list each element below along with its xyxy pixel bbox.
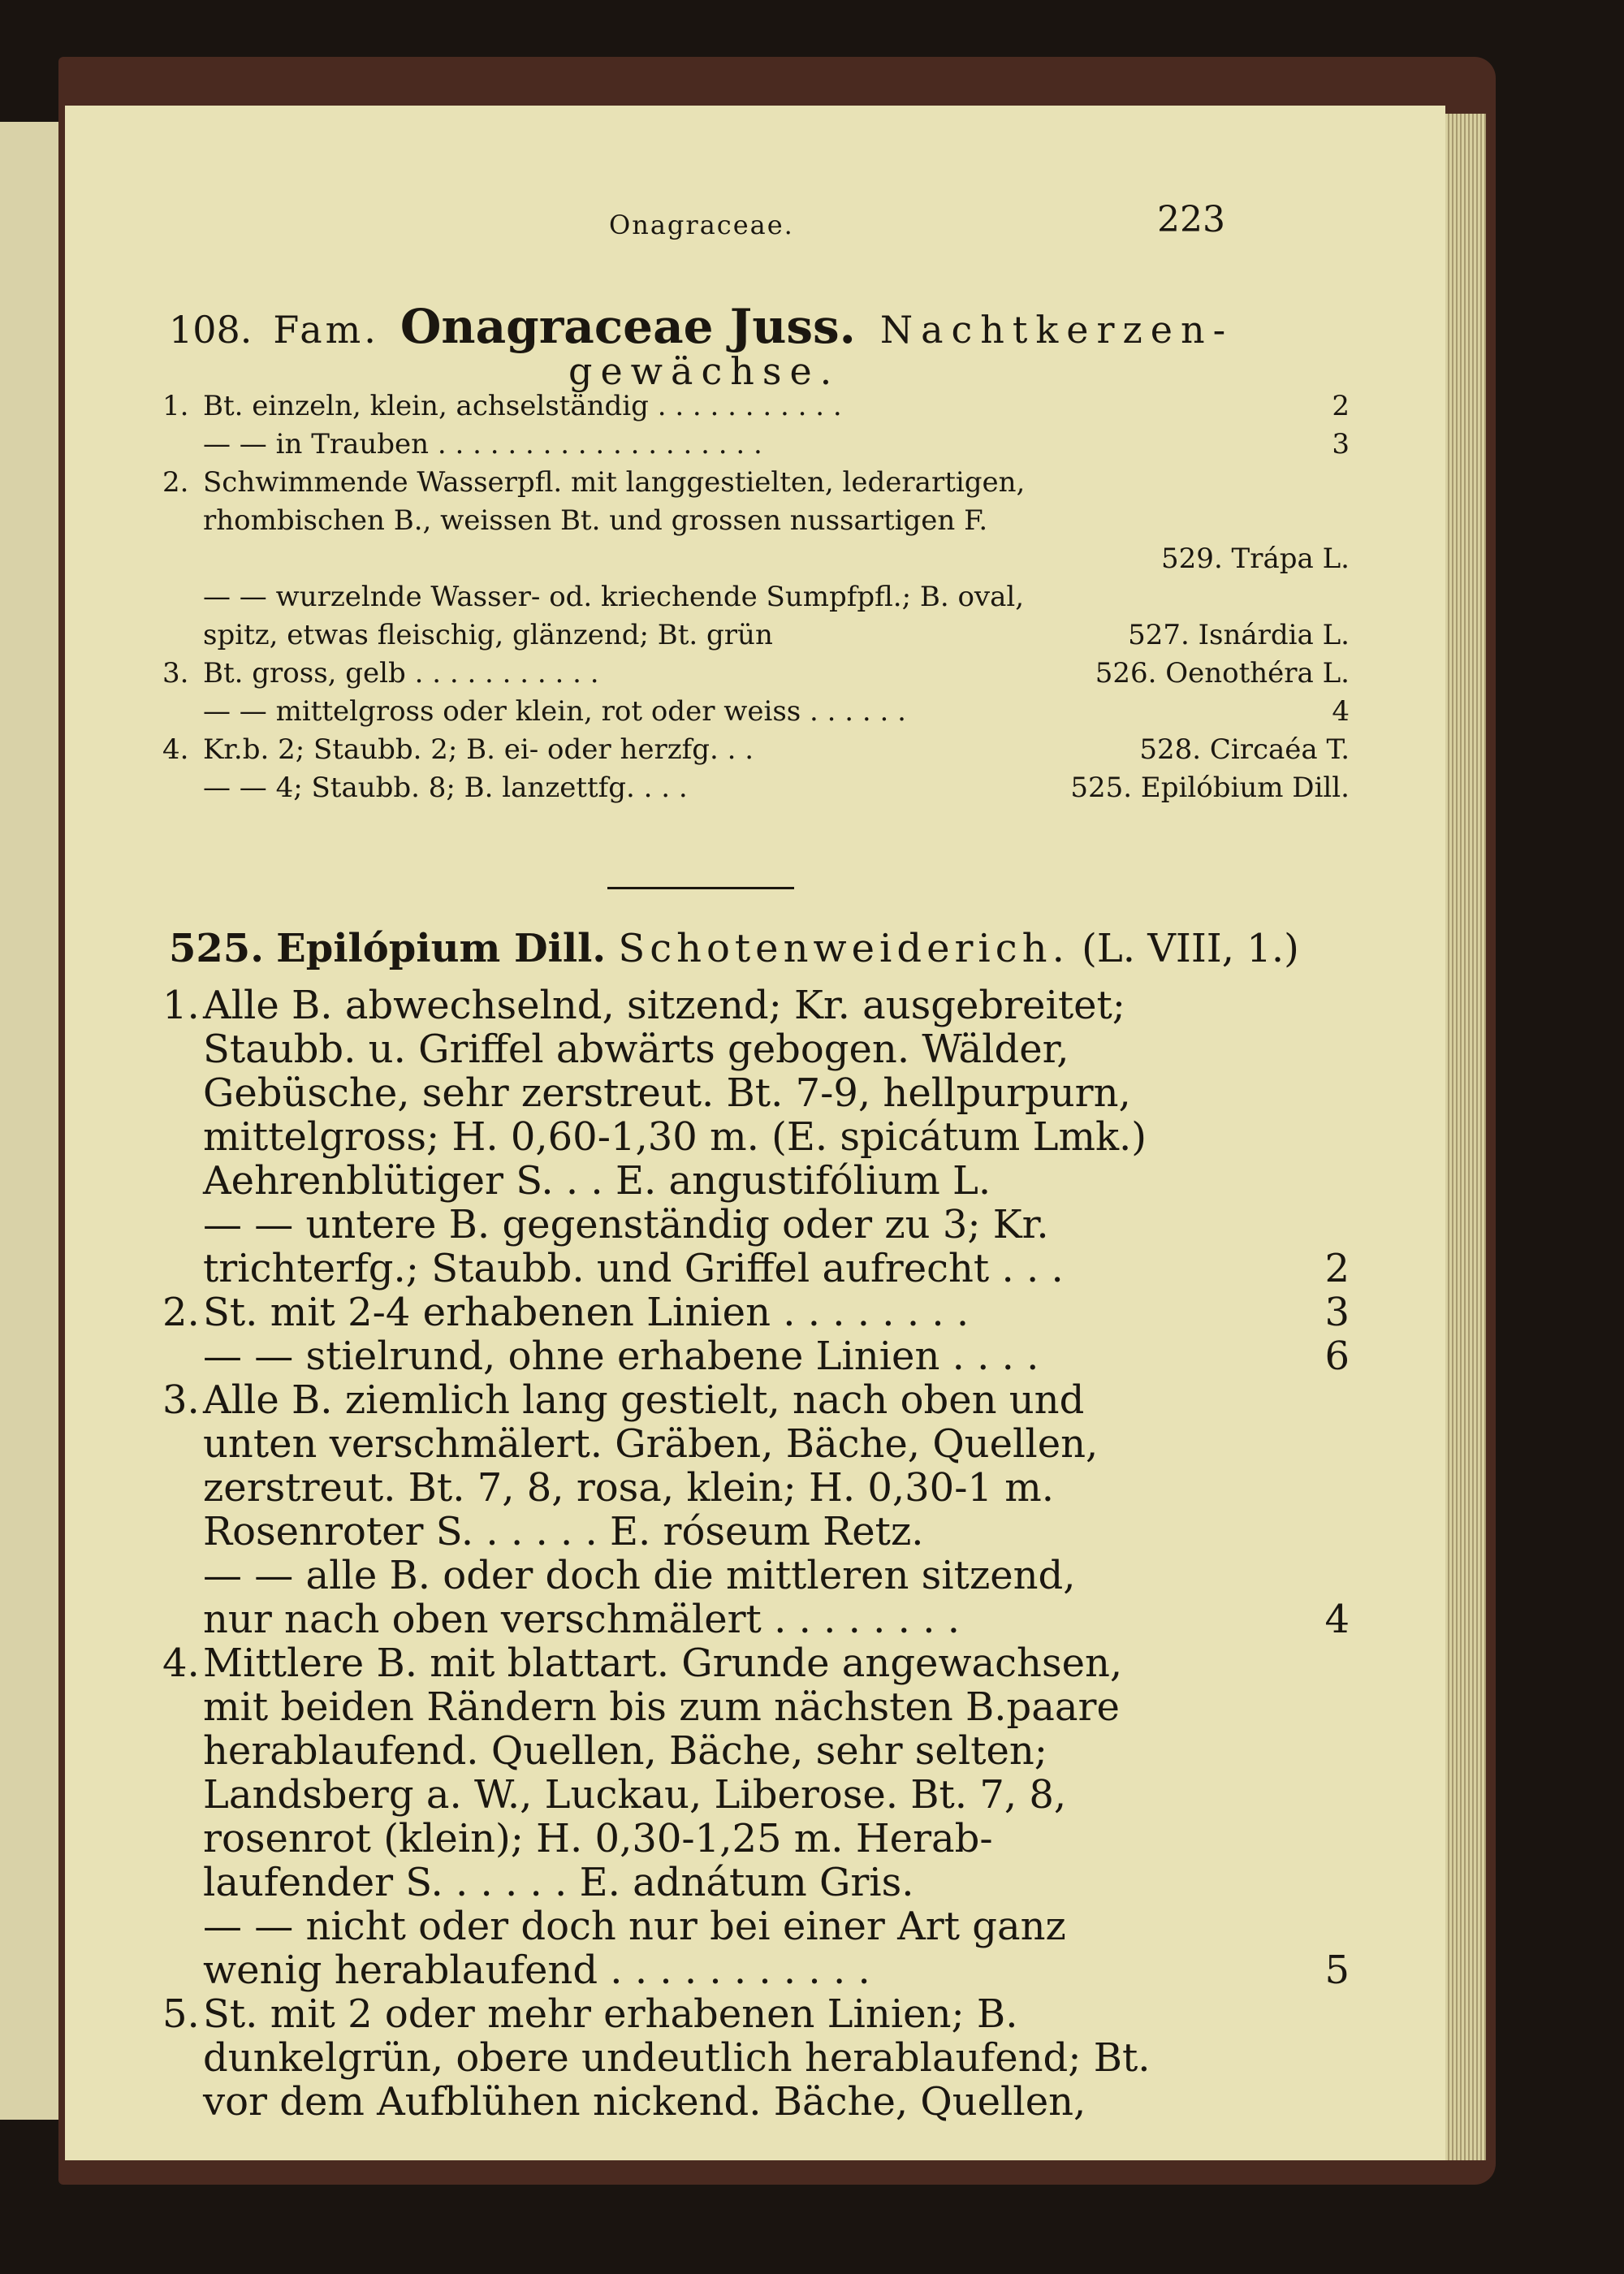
key-lead: 525. Epilóbium Dill. xyxy=(1070,772,1350,804)
key-line xyxy=(162,1334,1039,1379)
key-lead: 5 xyxy=(1324,1948,1350,1993)
key-text: dunkelgrün, obere undeutlich herablaufend; Bt. xyxy=(203,2035,1151,2081)
key-line xyxy=(162,1465,1054,1511)
key-line xyxy=(162,504,987,537)
key-text: Staubb. u. Griffel abwärts gebogen. Wälder, xyxy=(203,1027,1069,1072)
key-text: mittelgross; H. 0,60-1,30 m. (E. spicátum Lmk.) xyxy=(203,1114,1147,1160)
key-line xyxy=(162,466,1025,499)
book-page xyxy=(65,106,1445,2160)
key-text: — — in Trauben . . . . . . . . . . . . . . . . . . . xyxy=(203,428,762,460)
key-line xyxy=(162,1860,914,1905)
key-lead: 529. Trápa L. xyxy=(1161,543,1350,575)
key-line xyxy=(162,1158,991,1204)
key-line xyxy=(162,772,688,804)
key-lead: 2 xyxy=(1324,1246,1350,1291)
key-couplet-number: 1. xyxy=(162,390,189,422)
key-line xyxy=(162,1728,1047,1774)
key-line xyxy=(162,695,906,728)
key-line xyxy=(162,619,773,651)
family-common-name-cont: gewächse. xyxy=(568,349,840,393)
key-text: zerstreut. Bt. 7, 8, rosa, klein; H. 0,30-1 m. xyxy=(203,1465,1055,1511)
key-lead: 528. Circaéa T. xyxy=(1139,733,1350,766)
key-couplet-number: 2. xyxy=(162,1290,200,1335)
genus-heading xyxy=(169,926,1299,971)
key-text: Gebüsche, sehr zerstreut. Bt. 7-9, hellpurpurn, xyxy=(203,1070,1131,1116)
key-line xyxy=(162,2035,1151,2081)
key-text: spitz, etwas fleischig, glänzend; Bt. grün xyxy=(203,619,773,651)
key-lead: 3 xyxy=(1324,1290,1350,1335)
key-text: herablaufend. Quellen, Bäche, sehr selten; xyxy=(203,1728,1047,1774)
key-line xyxy=(162,1991,1017,2037)
key-line xyxy=(162,1597,960,1642)
key-text: Alle B. abwechselnd, sitzend; Kr. ausgebreitet; xyxy=(203,983,1125,1028)
key-line xyxy=(162,733,754,766)
linnaean-class: (L. VIII, 1.) xyxy=(1082,926,1299,971)
family-name: Onagraceae Juss. xyxy=(400,299,856,354)
key-lead: 6 xyxy=(1324,1334,1350,1379)
family-common-name: Nachtkerzen- xyxy=(879,308,1234,352)
key-couplet-number: 3. xyxy=(162,1377,200,1423)
key-text: vor dem Aufblühen nickend. Bäche, Quellen, xyxy=(203,2079,1086,2125)
key-line xyxy=(162,1290,969,1335)
key-line xyxy=(162,1684,1120,1730)
key-line xyxy=(162,1202,1049,1247)
key-line xyxy=(162,1070,1131,1116)
key-text: — — alle B. oder doch die mittleren sitzend, xyxy=(203,1553,1076,1598)
key-text: mit beiden Rändern bis zum nächsten B.paare xyxy=(203,1684,1120,1730)
key-text: Rosenroter S. . . . . . E. róseum Retz. xyxy=(203,1509,924,1554)
key-text: Alle B. ziemlich lang gestielt, nach oben und xyxy=(203,1377,1085,1423)
key-line xyxy=(162,1641,1122,1686)
key-text: Kr.b. 2; Staubb. 2; B. ei- oder herzfg. . . xyxy=(203,733,754,766)
running-header: Onagraceae. xyxy=(609,210,794,240)
key-line xyxy=(162,390,842,422)
key-line xyxy=(162,1553,1076,1598)
key-text: Landsberg a. W., Luckau, Liberose. Bt. 7, 8, xyxy=(203,1772,1067,1818)
key-text: — — wurzelnde Wasser- od. kriechende Sumpfpfl.; B. oval, xyxy=(203,581,1025,613)
key-text: trichterfg.; Staubb. und Griffel aufrecht . . . xyxy=(203,1246,1064,1291)
genus-name: Epilópium Dill. xyxy=(276,926,607,971)
key-text: — — nicht oder doch nur bei einer Art ganz xyxy=(203,1904,1066,1949)
key-text: Schwimmende Wasserpfl. mit langgestielten, lederartigen, xyxy=(203,466,1026,499)
key-line xyxy=(162,1904,1066,1949)
genus-common-name: Schotenweiderich. xyxy=(618,926,1069,971)
key-line xyxy=(162,1246,1064,1291)
key-text: — — mittelgross oder klein, rot oder weiss . . . . . . xyxy=(203,695,906,728)
section-divider xyxy=(607,887,794,889)
key-line xyxy=(162,1948,870,1993)
key-lead: 526. Oenothéra L. xyxy=(1095,657,1350,690)
key-text: — — stielrund, ohne erhabene Linien . . . . xyxy=(203,1334,1039,1379)
key-text: unten verschmälert. Gräben, Bäche, Quellen, xyxy=(203,1421,1099,1467)
key-text: Bt. gross, gelb . . . . . . . . . . . xyxy=(203,657,599,690)
key-text: — — untere B. gegenständig oder zu 3; Kr. xyxy=(203,1202,1049,1247)
key-couplet-number: 1. xyxy=(162,983,200,1028)
key-line xyxy=(162,543,203,575)
key-lead: 4 xyxy=(1332,695,1350,728)
key-couplet-number: 3. xyxy=(162,657,189,690)
key-couplet-number: 4. xyxy=(162,733,189,766)
key-line xyxy=(162,1421,1098,1467)
key-text: — — 4; Staubb. 8; B. lanzettfg. . . . xyxy=(203,772,688,804)
key-text: nur nach oben verschmälert . . . . . . . . xyxy=(203,1597,960,1642)
key-text: Mittlere B. mit blattart. Grunde angewachsen, xyxy=(203,1641,1123,1686)
key-lead: 4 xyxy=(1324,1597,1350,1642)
key-line xyxy=(162,2079,1086,2125)
key-couplet-number: 2. xyxy=(162,466,189,499)
key-text: Bt. einzeln, klein, achselständig . . . . . . . . . . . xyxy=(203,390,842,422)
key-text: rosenrot (klein); H. 0,30-1,25 m. Herab- xyxy=(203,1816,993,1861)
key-line xyxy=(162,1027,1069,1072)
key-lead: 3 xyxy=(1332,428,1350,460)
key-line xyxy=(162,1377,1084,1423)
family-label: Fam. xyxy=(273,308,379,352)
key-line xyxy=(162,983,1125,1028)
key-line xyxy=(162,657,599,690)
page-number: 223 xyxy=(1157,199,1225,240)
key-lead: 527. Isnárdia L. xyxy=(1128,619,1350,651)
key-text: Aehrenblütiger S. . . E. angustifólium L. xyxy=(203,1158,991,1204)
genus-number: 525. xyxy=(169,926,264,971)
key-line xyxy=(162,1114,1147,1160)
family-heading xyxy=(169,299,1233,354)
key-text: St. mit 2 oder mehr erhabenen Linien; B. xyxy=(203,1991,1018,2037)
key-line xyxy=(162,581,1024,613)
key-text: rhombischen B., weissen Bt. und grossen nussartigen F. xyxy=(203,504,988,537)
key-line xyxy=(162,1509,924,1554)
key-text: laufender S. . . . . . E. adnátum Gris. xyxy=(203,1860,914,1905)
key-lead: 2 xyxy=(1332,390,1350,422)
left-page-edge xyxy=(0,122,63,2120)
key-text: wenig herablaufend . . . . . . . . . . . xyxy=(203,1948,870,1993)
key-line xyxy=(162,1772,1066,1818)
key-text: St. mit 2-4 erhabenen Linien . . . . . . . . xyxy=(203,1290,970,1335)
key-line xyxy=(162,1816,993,1861)
key-line xyxy=(162,428,762,460)
key-couplet-number: 4. xyxy=(162,1641,200,1686)
key-couplet-number: 5. xyxy=(162,1991,200,2037)
family-number: 108. xyxy=(169,308,253,352)
